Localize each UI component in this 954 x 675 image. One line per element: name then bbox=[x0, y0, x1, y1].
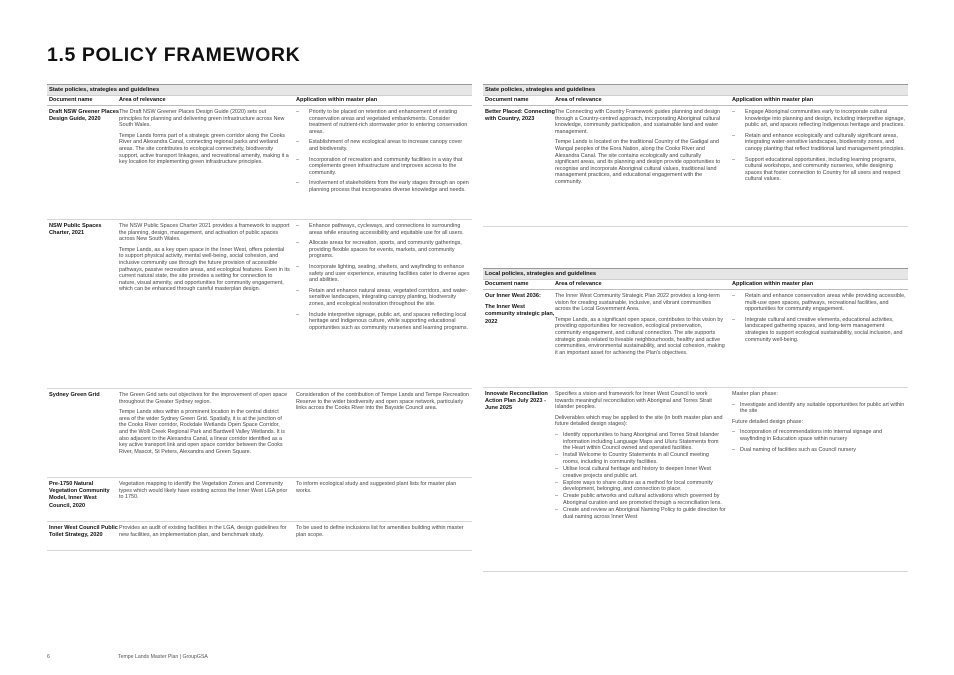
area-of-relevance bbox=[119, 106, 296, 219]
paragraph: Consideration of the contribution of Tempe Lands and Tempe Recreation Reserve to the wider biodiversity and open space network, particularly links across the Cooks River into the Bayside Council area. bbox=[296, 392, 470, 412]
area-of-relevance bbox=[555, 388, 732, 571]
table-row bbox=[47, 522, 472, 551]
paragraph: Provides an audit of existing facilities in the LGA, design guidelines for new facilities, an implementation plan, and benchmark study. bbox=[119, 525, 287, 538]
bullet-item: – Utilise local cultural heritage and history to deepen Inner West creative projects and public art. bbox=[555, 465, 711, 479]
area-of-relevance bbox=[555, 106, 732, 226]
section-title-state: State policies, strategies and guidelines bbox=[47, 84, 472, 95]
application bbox=[296, 220, 472, 388]
document-name: Draft NSW Greener Places Design Guide, 2020 bbox=[49, 109, 119, 123]
paragraph: Specifies a vision and framework for Inner West Council to work towards meaningful reconciliation with Aboriginal and Torres Strait Islander peoples. bbox=[555, 391, 712, 411]
paragraph: The NSW Public Spaces Charter 2021 provides a framework to support the planning, design, management, and activation of public spaces across New South Wales. bbox=[119, 223, 290, 243]
bullet-item: – Explore ways to share culture as a method for local community development, belonging, and connection to place. bbox=[555, 479, 713, 493]
paragraph: The Inner West Community Strategic Plan 2022 provides a long-term vision for creating sustainable, inclusive, and vibrant communities across the Local Government Area. bbox=[555, 293, 720, 313]
area-of-relevance bbox=[119, 220, 296, 388]
document-name: Better Placed: Connecting with Country, 2023 bbox=[485, 109, 555, 123]
paragraph: The Green Grid sets out objectives for the improvement of open space throughout the Greater Sydney region. bbox=[119, 392, 288, 405]
page-title: 1.5 POLICY FRAMEWORK bbox=[47, 44, 301, 66]
table-row bbox=[483, 290, 908, 388]
bullet-item: – Engage Aboriginal communities early to incorporate cultural knowledge into planning and design, including interpretive signage, public art, and spaces reflecting Indigenous heritage and practices. bbox=[732, 109, 906, 129]
document-name-line: Our Inner West 2036: bbox=[485, 293, 541, 299]
bullet-item: – Allocate areas for recreation, sports, and community gatherings, providing flexible spaces for events, markets, and community programs. bbox=[296, 240, 462, 260]
paragraph: Tempe Lands forms part of a strategic green corridor along the Cooks River and Alexandra Canal, connecting regional parks and wetland areas. The site contributes to ecological connectivity, biodiversity support, active transport linkages, and recreational amenity, making it a key location for implementing green infrastructure principles. bbox=[119, 132, 289, 166]
paragraph: Tempe Lands, as a significant open space, contributes to this vision by providing opportunities for recreation, ecological preservation, community engagement, and cultural connection. The site supports strategic goals related to liveable neighbourhoods, healthy and active communities, environmental sustainability, and social cohesion, making it an important asset for achieving the Plan's objectives. bbox=[555, 316, 725, 356]
paragraph: To inform ecological study and suggested plant lists for master plan works. bbox=[296, 481, 457, 494]
bullet-item: – Create public artworks and cultural activations which governed by Aboriginal curation and are promoted through a reconciliation lens. bbox=[555, 493, 722, 506]
application bbox=[732, 388, 908, 571]
area-of-relevance bbox=[119, 522, 296, 550]
paragraph: Deliverables which may be applied to the site (in both master plan and future detailed design stages): bbox=[555, 414, 723, 428]
right-local-table bbox=[483, 268, 908, 572]
bullet-item: – Dual naming of facilities such as Council nursery bbox=[732, 446, 856, 453]
table-row bbox=[483, 106, 908, 227]
bullet-item: – Retain and enhance conservation areas while providing accessible, multi-use open spaces, pathways, recreational facilities, and opportunities for community engagement. bbox=[732, 293, 906, 313]
paragraph: Vegetation mapping to identify the Vegetation Zones and Community types which would likely have existing across the Inner West LGA prior to 1750. bbox=[119, 481, 288, 501]
application bbox=[732, 290, 908, 387]
bullet-item: – Install Welcome to Country Statements in all Council meeting rooms, including in community facilities. bbox=[555, 452, 709, 465]
header-document-name: Document name bbox=[49, 97, 93, 103]
paragraph: Tempe Lands is located on the traditional Country of the Gadigal and Wangal peoples of the Eora Nation, along the Cooks River and Alexandra Canal. The site contains ecologically and culturally significant areas, and its planning and design provide opportunities to recognise and incorporate Aboriginal cultural values, traditional land management practices, and educational engagement with the community. bbox=[555, 139, 721, 185]
paragraph: The Draft NSW Greener Places Design Guide (2020) sets out principles for planning and delivering green infrastructure across New South Wales. bbox=[119, 109, 285, 129]
paragraph: Tempe Lands, as a key open space in the Inner West, offers potential to support physical activity, mental well-being, social cohesion, and inclusive community use through the future provision of accessible pathways, passive recreation areas, and ecological features. Even in its current natural state, the site provides a setting for connection to nature, visual amenity, and opportunities for community engagement, which can be enhanced through careful masterplan design. bbox=[119, 246, 290, 293]
table-row bbox=[483, 388, 908, 572]
document-name: Pre-1750 Natural Vegetation Community Model, Inner West Council, 2020 bbox=[49, 481, 110, 509]
page-number: 6 bbox=[47, 654, 50, 660]
application bbox=[296, 478, 472, 521]
application bbox=[732, 106, 908, 226]
bullet-item: – Retain and enhance natural areas, vegetated corridors, and water-sensitive landscapes, integrating canopy planting, biodiversity zones, and ecological restoration throughout the site. bbox=[296, 287, 468, 307]
bullet-item: – Incorporate lighting, seating, shelters, and wayfinding to enhance safety and user experience, ensuring facilities cater to diverse ages and abilities. bbox=[296, 263, 470, 284]
header-document-name: Document name bbox=[485, 97, 529, 103]
bullet-item: – Enhance pathways, cycleways, and connections to surrounding areas while ensuring accessibility and equitable use for all users. bbox=[296, 223, 464, 236]
area-of-relevance bbox=[119, 478, 296, 521]
section-title-state: State policies, strategies and guidelines bbox=[483, 84, 908, 95]
document-name: Inner West Council Public Toilet Strategy, 2020 bbox=[49, 525, 118, 539]
bullet-item: – Incorporation of recommendations into internal signage and wayfinding in Education space within nursery bbox=[732, 429, 883, 442]
document-name bbox=[483, 290, 555, 387]
area-of-relevance bbox=[119, 389, 296, 477]
bullet-item: – Include interpretive signage, public art, and spaces reflecting local heritage and Indigenous culture, while supporting educational opportunities such as community nurseries and learning programs. bbox=[296, 311, 469, 331]
bullet-item: – Integrate cultural and creative elements, educational activities, landscaped gathering spaces, and long-term management strategies to support ecological sustainability, social inclusion, and community well-being. bbox=[732, 316, 903, 343]
header-document-name: Document name bbox=[485, 281, 529, 287]
phase-label: Future detailed design phase: bbox=[732, 418, 804, 425]
header-application: Application within master plan bbox=[732, 281, 814, 287]
header-area-of-relevance: Area of relevance bbox=[555, 97, 602, 103]
table-row bbox=[47, 389, 472, 478]
bullet-item: – Involvement of stakeholders from the early stages through an open planning process that incorporates diverse knowledge and needs. bbox=[296, 180, 469, 193]
bullet-item: – Create and review an Aboriginal Naming Policy to guide direction for dual naming across Inner West bbox=[555, 507, 726, 520]
bullet-item: – Establishment of new ecological areas to increase canopy cover and biodiversity. bbox=[296, 139, 463, 152]
paragraph: To be used to define inclusions list for amenities building within master plan scope. bbox=[296, 525, 464, 538]
application bbox=[296, 389, 472, 477]
bullet-item: – Incorporation of recreation and community facilities in a way that complements green infrastructure and improves access to the community. bbox=[296, 156, 463, 176]
table-row bbox=[47, 220, 472, 389]
bullet-item: – Identify opportunities to hang Aboriginal and Torres Strait Islander information including Language Maps and Uluru Statements from the Heart within Council owned and operated facilities. bbox=[555, 431, 720, 452]
right-state-table bbox=[483, 84, 908, 227]
application bbox=[296, 106, 472, 219]
document-name: Innovate Reconciliation Action Plan July 2023 - June 2025 bbox=[485, 391, 548, 412]
table-header bbox=[483, 95, 908, 106]
document-name-line: The Inner West community strategic plan, 2022 bbox=[485, 304, 555, 325]
header-area-of-relevance: Area of relevance bbox=[119, 97, 166, 103]
table-row bbox=[47, 106, 472, 220]
phase-label: Master plan phase: bbox=[732, 391, 778, 397]
left-table bbox=[47, 84, 472, 551]
header-area-of-relevance: Area of relevance bbox=[555, 281, 602, 287]
table-header bbox=[47, 95, 472, 106]
table-row bbox=[47, 478, 472, 522]
section-title-local: Local policies, strategies and guidelines bbox=[483, 268, 908, 279]
paragraph: The Connecting with Country Framework guides planning and design through a Country-centred approach, incorporating Aboriginal cultural knowledge, community participation, and sustainable land and water management. bbox=[555, 109, 721, 135]
document-name: NSW Public Spaces Charter, 2021 bbox=[49, 223, 102, 237]
paragraph: Tempe Lands sites within a prominent location in the central district area of the wider Sydney Green Grid. Spatially, it is at the junction of the Cooks River corridor, Rockdale Wetlands Open Space Corridor, and the Wolli Creek Regional Park and Bardwell Valley Wetlands. It is also adjacent to the Alexandra Canal, a linear corridor identified as a key active transport link and open space corridor between the Cooks River, Mascot, St Peters, Alexandra and Green Square. bbox=[119, 409, 285, 455]
bullet-item: – Investigate and identify any suitable opportunities for public art within the site bbox=[732, 401, 905, 415]
bullet-item: – Retain and enhance ecologically and culturally significant areas, integrating water-sensitive landscapes, biodiversity zones, and canopy planting that reflect traditional land management principles. bbox=[732, 132, 905, 152]
bullet-item: – Priority to be placed on retention and enhancement of existing conservation areas and vegetated embankments. Consider treatment of nutrient-rich stormwater prior to entering conservation areas. bbox=[296, 109, 468, 135]
bullet-item: – Support educational opportunities, including learning programs, cultural workshops, and community nurseries, while designing spaces that foster connection to Country for all users and respect cultural values. bbox=[732, 156, 901, 183]
area-of-relevance bbox=[555, 290, 732, 387]
table-header bbox=[483, 279, 908, 290]
header-application: Application within master plan bbox=[296, 97, 378, 103]
header-application: Application within master plan bbox=[732, 97, 814, 103]
document-name: Sydney Green Grid bbox=[49, 392, 100, 398]
footer-text: Tempe Lands Master Plan | GroupGSA bbox=[118, 654, 208, 660]
application bbox=[296, 522, 472, 550]
